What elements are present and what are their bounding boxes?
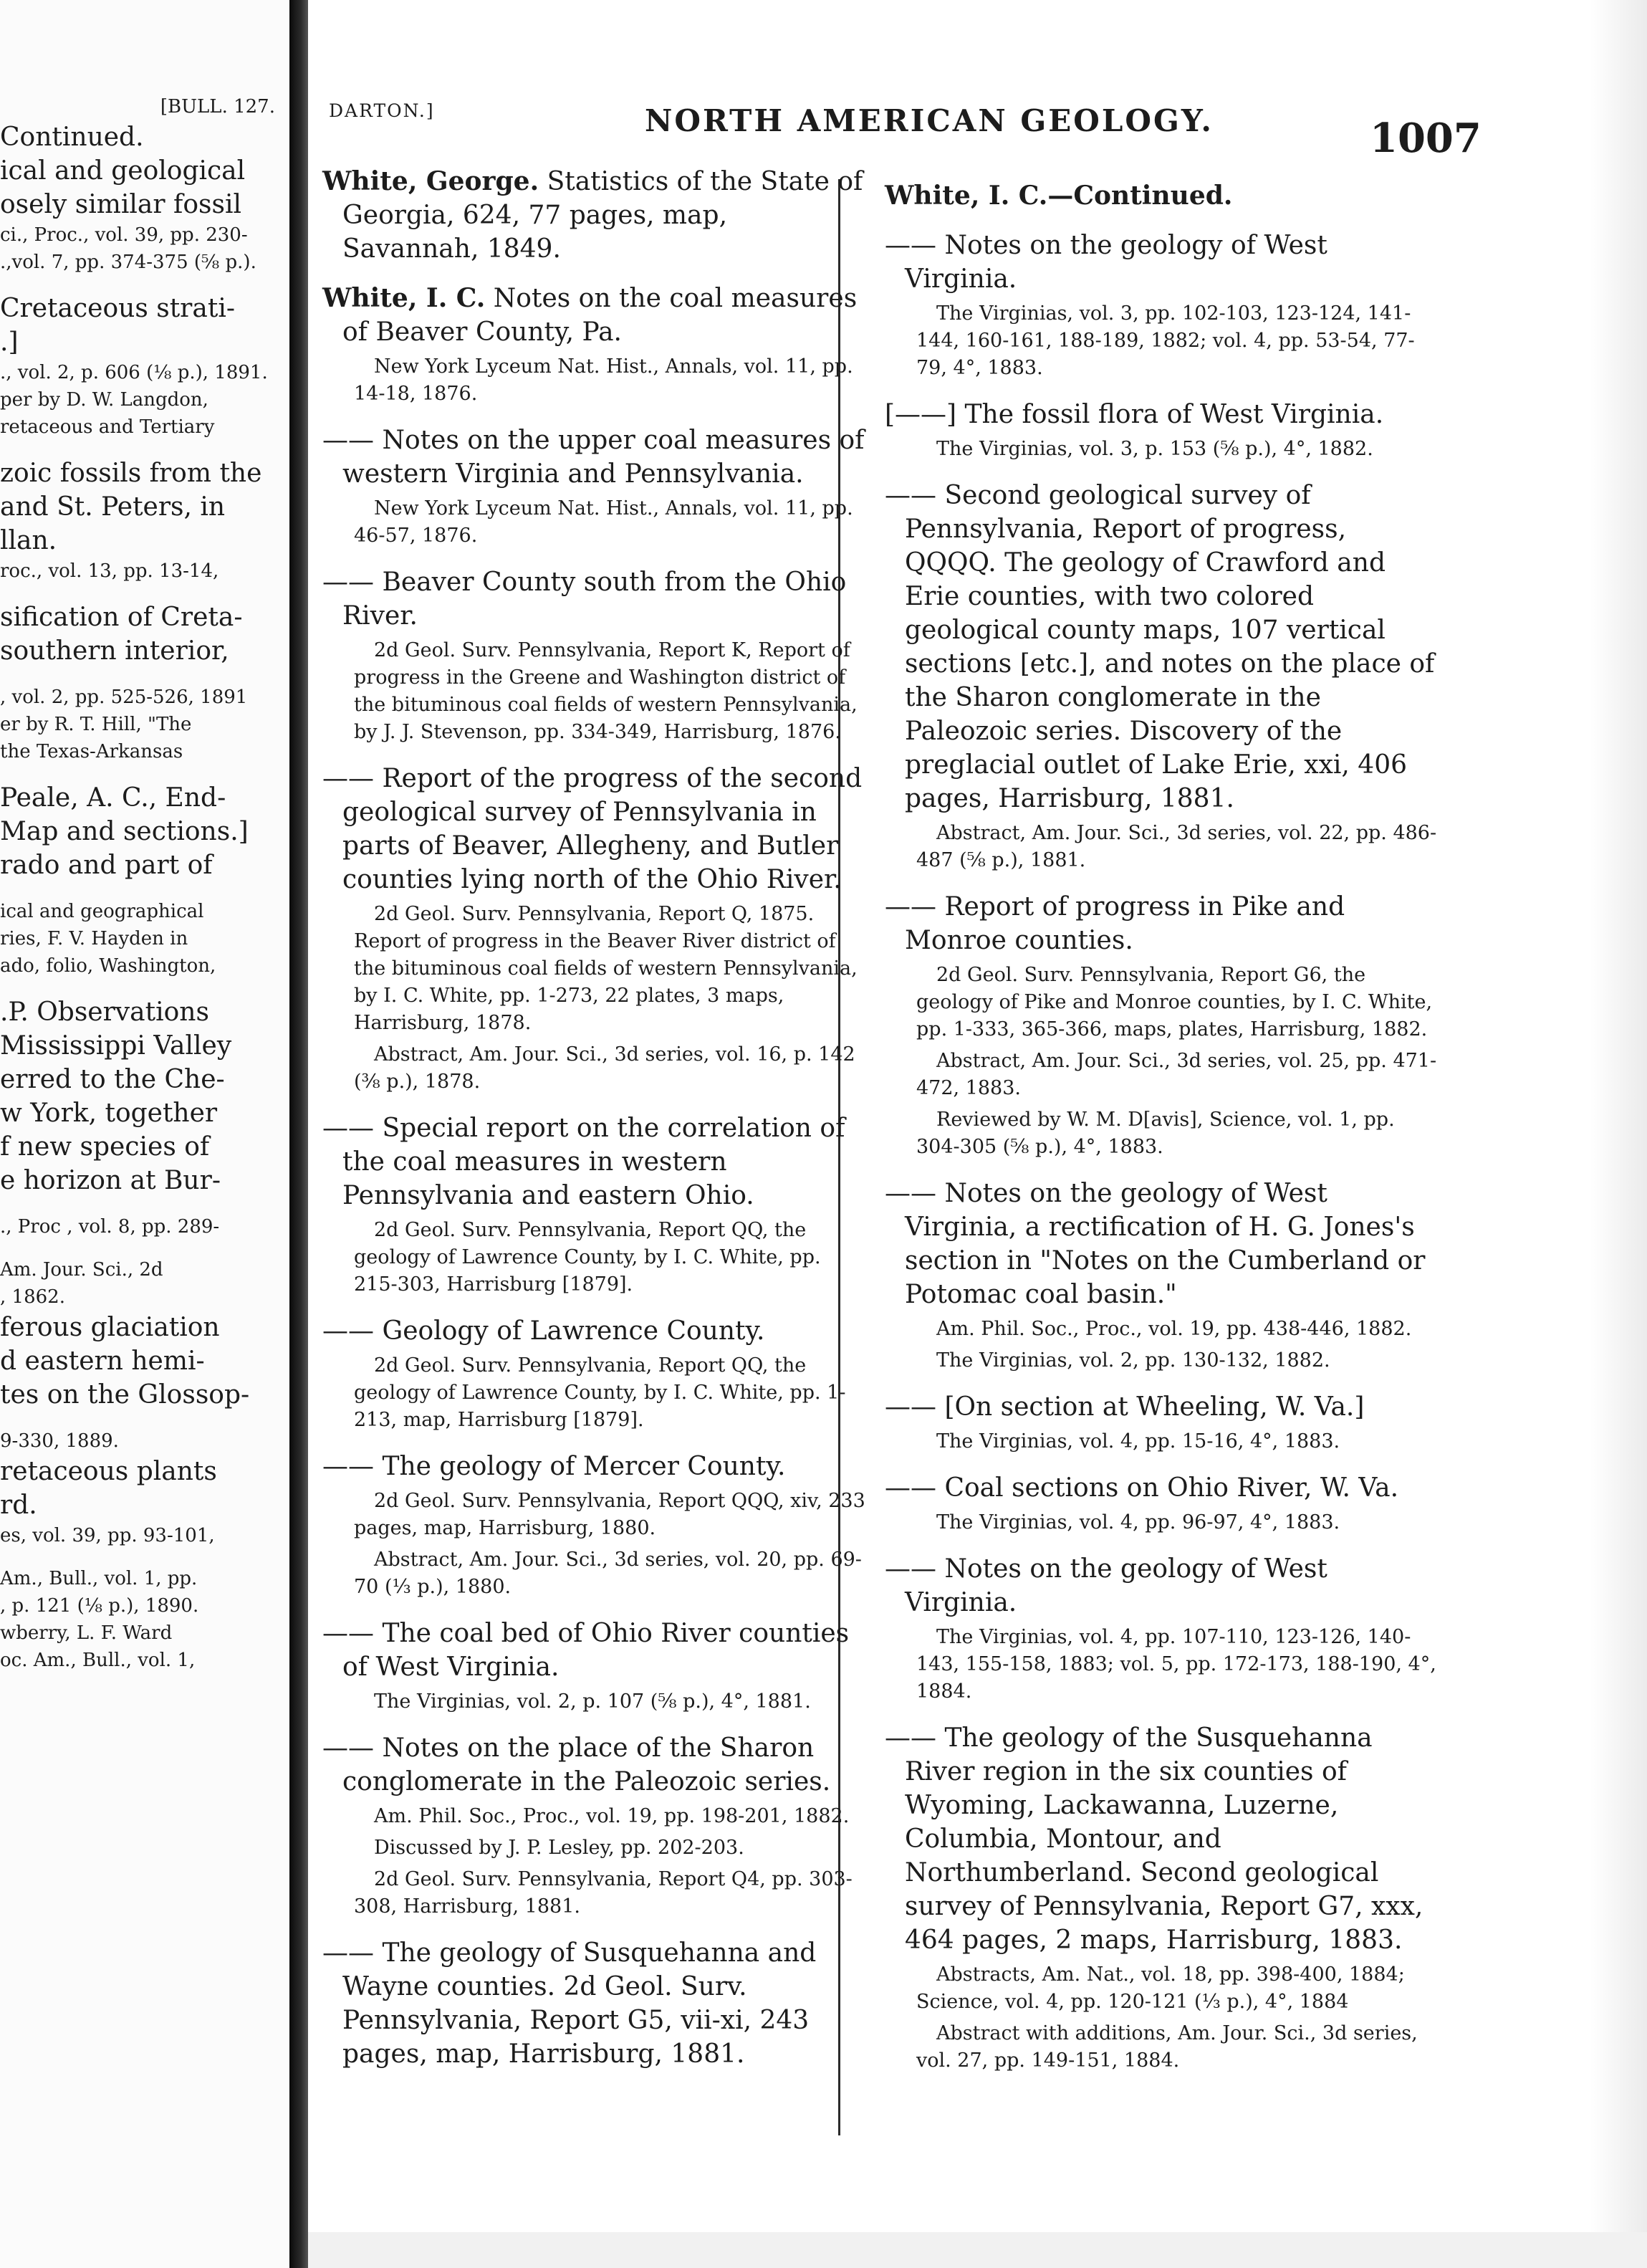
entry-title-text: Notes on the upper coal measures of western Virginia and Pennsylvania. <box>342 426 865 489</box>
spacer <box>0 1197 289 1213</box>
entry-citation: 2d Geol. Surv. Pennsylvania, Report QQQ, xiv, 233 pages, map, Harrisburg, 1880. <box>354 1490 865 1539</box>
entry-citation: The Virginias, vol. 3, pp. 102-103, 123-124, 141-144, 160-161, 188-189, 1882; vol. 4, pp. 53-54, 77-79, 4°, 1883. <box>916 302 1415 379</box>
facing-page-line: zoic fossils from the <box>0 459 262 488</box>
facing-page-line: ado, folio, Washington, <box>0 955 216 977</box>
entry-author: —— <box>322 1619 374 1648</box>
bibliography-column-left <box>322 165 867 2087</box>
facing-page-line: [BULL. 127. <box>160 96 275 118</box>
entry-citation: 2d Geol. Surv. Pennsylvania, Report G6, the geology of Pike and Monroe counties, by I. C. White, pp. 1-333, 365-366, maps, plates, Harrisburg, 1882. <box>916 964 1433 1040</box>
facing-page-line: llan. <box>0 526 57 555</box>
entry-title <box>322 1314 867 1348</box>
facing-page-line: ., vol. 2, p. 606 (⅛ p.), 1891. <box>0 362 268 383</box>
entry-title-text: The geology of Mercer County. <box>382 1452 786 1481</box>
entry-citation: 2d Geol. Surv. Pennsylvania, Report QQ, the geology of Lawrence County, by I. C. White, pp. 215-303, Harrisburg [1879]. <box>354 1219 821 1296</box>
entry-title <box>885 1471 1440 1505</box>
entry-title <box>885 229 1440 296</box>
entry-author: —— <box>885 231 936 260</box>
spacer <box>0 1549 289 1565</box>
spacer <box>0 1412 289 1427</box>
bibliography-entry <box>885 1471 1440 1536</box>
entry-citation: New York Lyceum Nat. Hist., Annals, vol. 11, pp. 46-57, 1876. <box>354 497 853 547</box>
bottom-page-edge <box>308 2232 1647 2268</box>
spacer <box>0 276 289 292</box>
entry-author: —— <box>322 1938 374 1968</box>
page-edge-shade <box>1590 0 1647 2268</box>
entry-title-text: Notes on the geology of West Virginia. <box>905 231 1327 294</box>
entry-author: White, I. C.—Continued. <box>885 181 1233 211</box>
facing-page-line: wberry, L. F. Ward <box>0 1622 173 1644</box>
entry-citation: 2d Geol. Surv. Pennsylvania, Report Q4, pp. 303-308, Harrisburg, 1881. <box>354 1868 853 1918</box>
bibliography-entry <box>885 1721 1440 2075</box>
facing-page-line: es, vol. 39, pp. 93-101, <box>0 1525 215 1546</box>
entry-title <box>885 1552 1440 1619</box>
spacer <box>0 585 289 601</box>
running-head-left: DARTON.] <box>329 100 435 121</box>
facing-page-line: Map and sections.] <box>0 817 249 846</box>
entry-title-text: The coal bed of Ohio River counties of West Virginia. <box>342 1619 850 1682</box>
entry-title <box>885 479 1440 815</box>
facing-page-line: and St. Peters, in <box>0 492 226 522</box>
entry-citation: Abstract, Am. Jour. Sci., 3d series, vol. 16, p. 142 (⅜ p.), 1878. <box>354 1043 855 1093</box>
entry-citation: 2d Geol. Surv. Pennsylvania, Report QQ, the geology of Lawrence County, by I. C. White, pp. 1-213, map, Harrisburg [1879]. <box>354 1354 846 1431</box>
facing-page-line: ical and geographical <box>0 901 204 922</box>
entry-citation: The Virginias, vol. 3, p. 153 (⅝ p.), 4°, 1882. <box>936 438 1373 460</box>
facing-page-line: , 1862. <box>0 1286 65 1308</box>
entry-title <box>322 165 867 266</box>
bibliography-entry <box>885 398 1440 463</box>
bibliography-entry <box>885 479 1440 874</box>
entry-citation: The Virginias, vol. 2, pp. 130-132, 1882. <box>936 1349 1330 1372</box>
entry-author: —— <box>322 568 374 597</box>
facing-page-line: e horizon at Bur- <box>0 1166 221 1195</box>
entry-citation: Abstracts, Am. Nat., vol. 18, pp. 398-400, 1884; Science, vol. 4, pp. 120-121 (⅓ p.), 4°, 1884 <box>916 1963 1405 2013</box>
facing-page-line: erred to the Che- <box>0 1065 225 1094</box>
entry-citation: The Virginias, vol. 4, pp. 15-16, 4°, 1883. <box>936 1430 1340 1453</box>
entry-author: [——] <box>885 400 957 429</box>
entry-title <box>322 565 867 633</box>
entry-title <box>322 1450 867 1483</box>
entry-author: —— <box>885 892 936 922</box>
entry-author: —— <box>885 1473 936 1503</box>
entry-citation: Abstract, Am. Jour. Sci., 3d series, vol. 22, pp. 486-487 (⅝ p.), 1881. <box>916 822 1437 871</box>
bibliography-entry <box>322 1450 867 1601</box>
entry-author: —— <box>885 1392 936 1422</box>
entry-title-text: Notes on the geology of West Virginia, a rectification of H. G. Jones's section in "Notes on the Cumberland or Potomac coal basin." <box>905 1179 1426 1309</box>
facing-page-line: .] <box>0 327 19 357</box>
bibliography-entry <box>322 1111 867 1298</box>
bibliography-column-right <box>885 179 1440 2090</box>
facing-page-line: , vol. 2, pp. 525-526, 1891 <box>0 686 248 708</box>
bibliography-entry <box>885 1390 1440 1455</box>
entry-title <box>322 424 867 491</box>
facing-page-line: d eastern hemi- <box>0 1346 205 1376</box>
entry-title-text: Geology of Lawrence County. <box>382 1316 765 1346</box>
entry-author: —— <box>322 426 374 455</box>
spacer <box>0 980 289 995</box>
bibliography-entry <box>885 229 1440 382</box>
bibliography-entry <box>322 762 867 1096</box>
bibliography-entry <box>322 1617 867 1716</box>
entry-title-text: Notes on the place of the Sharon conglomerate in the Paleozoic series. <box>342 1733 831 1796</box>
entry-title <box>885 1390 1440 1424</box>
facing-page-line: , p. 121 (⅛ p.), 1890. <box>0 1595 199 1617</box>
entry-title-text: Special report on the correlation of the coal measures in western Pennsylvania and eastern Ohio. <box>342 1114 845 1210</box>
entry-title <box>322 1731 867 1799</box>
spacer <box>0 441 289 456</box>
facing-page-line: rd. <box>0 1491 37 1520</box>
entry-title-text: Report of the progress of the second geological survey of Pennsylvania in parts of Beaver, Allegheny, and Butler counties lying north of the Ohio River. <box>342 764 863 894</box>
facing-page-line: Mississippi Valley <box>0 1031 232 1061</box>
entry-title <box>322 1617 867 1684</box>
bibliography-entry <box>322 1731 867 1920</box>
entry-title-text: Notes on the coal measures of Beaver County, Pa. <box>342 284 858 347</box>
facing-page-text <box>0 93 289 1674</box>
entry-title-text: Statistics of the State of Georgia, 624, 77 pages, map, Savannah, 1849. <box>342 167 863 264</box>
entry-author: —— <box>322 1316 374 1346</box>
entry-author: —— <box>885 1723 936 1753</box>
facing-page-line: retaceous plants <box>0 1457 217 1486</box>
facing-page-line: 9-330, 1889. <box>0 1430 119 1452</box>
facing-page-line: the Texas-Arkansas <box>0 741 183 762</box>
facing-page-line: per by D. W. Langdon, <box>0 389 208 411</box>
entry-title <box>885 890 1440 957</box>
facing-page-line: sification of Creta- <box>0 603 243 632</box>
entry-citation: Abstract, Am. Jour. Sci., 3d series, vol. 20, pp. 69-70 (⅓ p.), 1880. <box>354 1549 862 1598</box>
entry-title <box>322 282 867 349</box>
entry-author: —— <box>885 481 936 510</box>
entry-author: —— <box>322 764 374 793</box>
entry-citation: Abstract, Am. Jour. Sci., 3d series, vol. 25, pp. 471-472, 1883. <box>916 1050 1437 1099</box>
entry-title <box>322 1936 867 2071</box>
entry-citation: Am. Phil. Soc., Proc., vol. 19, pp. 438-446, 1882. <box>936 1318 1412 1340</box>
spacer <box>0 765 289 781</box>
facing-page-line: f new species of <box>0 1132 210 1162</box>
page-title: NORTH AMERICAN GEOLOGY. <box>645 103 1214 138</box>
entry-author: —— <box>885 1554 936 1584</box>
entry-citation: The Virginias, vol. 2, p. 107 (⅝ p.), 4°, 1881. <box>374 1690 811 1713</box>
facing-page-line: ci., Proc., vol. 39, pp. 230- <box>0 224 248 246</box>
facing-page-line: roc., vol. 13, pp. 13-14, <box>0 560 219 582</box>
entry-title-text: The geology of the Susquehanna River region in the six counties of Wyoming, Lackawanna, Luzerne, Columbia, Montour, and Northumberland. Second geological survey of Pennsylvania, Report G7, xxx, 464 pages, 2 maps, Harrisburg, 1883. <box>905 1723 1423 1955</box>
entry-title-text: The geology of Susquehanna and Wayne counties. 2d Geol. Surv. Pennsylvania, Report G5, vii-xi, 243 pages, map, Harrisburg, 1881. <box>342 1938 817 2069</box>
facing-page-line: osely similar fossil <box>0 190 241 219</box>
facing-page-line: ical and geological <box>0 156 246 186</box>
entry-author: White, George. <box>322 166 539 196</box>
entry-citation: 2d Geol. Surv. Pennsylvania, Report Q, 1875. Report of progress in the Beaver River district of the bituminous coal fields of western Pennsylvania, by I. C. White, pp. 1-273, 22 plates, 3 maps, Harrisburg, 1878. <box>354 903 858 1034</box>
entry-title <box>885 179 1440 213</box>
facing-page-line: Continued. <box>0 123 144 152</box>
entry-title <box>885 1177 1440 1311</box>
entry-author: —— <box>322 1733 374 1763</box>
entry-author: —— <box>885 1179 936 1208</box>
facing-page-line: .,vol. 7, pp. 374-375 (⅝ p.). <box>0 252 256 273</box>
facing-page-line: ries, F. V. Hayden in <box>0 928 188 949</box>
facing-page-line: er by R. T. Hill, "The <box>0 714 192 735</box>
facing-page-line: ferous glaciation <box>0 1313 220 1342</box>
facing-page-line: retaceous and Tertiary <box>0 416 215 438</box>
entry-title-text: The fossil flora of West Virginia. <box>964 400 1384 429</box>
entry-citation: Abstract with additions, Am. Jour. Sci., 3d series, vol. 27, pp. 149-151, 1884. <box>916 2022 1418 2072</box>
bibliography-entry <box>322 565 867 746</box>
entry-title-text: [On section at Wheeling, W. Va.] <box>944 1392 1365 1422</box>
bibliography-entry <box>885 890 1440 1161</box>
entry-citation: New York Lyceum Nat. Hist., Annals, vol. 11, pp. 14-18, 1876. <box>354 355 853 405</box>
facing-page-line: Peale, A. C., End- <box>0 783 226 813</box>
facing-page-line: rado and part of <box>0 851 213 880</box>
entry-title-text: Notes on the geology of West Virginia. <box>905 1554 1327 1617</box>
bibliography-entry <box>322 1314 867 1434</box>
entry-citation: The Virginias, vol. 4, pp. 96-97, 4°, 1883. <box>936 1511 1340 1533</box>
entry-citation: Reviewed by W. M. D[avis], Science, vol. 1, pp. 304-305 (⅝ p.), 4°, 1883. <box>916 1109 1395 1158</box>
bibliography-entry <box>322 282 867 408</box>
bibliography-entry <box>885 179 1440 213</box>
facing-page-line: .P. Observations <box>0 997 209 1027</box>
bibliography-entry <box>885 1177 1440 1374</box>
facing-page-line: Cretaceous strati- <box>0 294 235 323</box>
facing-page-line: w York, together <box>0 1099 218 1128</box>
facing-page-line: Am. Jour. Sci., 2d <box>0 1259 163 1281</box>
bibliography-entry <box>322 424 867 550</box>
entry-title <box>885 398 1440 431</box>
spacer <box>0 882 289 898</box>
facing-page-line: Am., Bull., vol. 1, pp. <box>0 1568 198 1589</box>
entry-title-text: Second geological survey of Pennsylvania, Report of progress, QQQQ. The geology of Crawford and Erie counties, with two colored geological county maps, 107 vertical sections [etc.], and notes on the place of the Sharon conglomerate in the Paleozoic series. Discovery of the preglacial outlet of Lake Erie, xxi, 406 pages, Harrisburg, 1881. <box>905 481 1435 813</box>
facing-page-line: oc. Am., Bull., vol. 1, <box>0 1650 196 1671</box>
entry-author: —— <box>322 1114 374 1143</box>
page-number: 1007 <box>1370 115 1482 162</box>
entry-author: —— <box>322 1452 374 1481</box>
entry-citation: 2d Geol. Surv. Pennsylvania, Report K, Report of progress in the Greene and Washington district of the bituminous coal fields of western Pennsylvania, by J. J. Stevenson, pp. 334-349, Harrisburg, 1876. <box>354 639 858 743</box>
bibliography-entry <box>885 1552 1440 1705</box>
entry-title <box>885 1721 1440 1957</box>
entry-citation: The Virginias, vol. 4, pp. 107-110, 123-126, 140-143, 155-158, 1883; vol. 5, pp. 172-173, 188-190, 4°, 1884. <box>916 1626 1436 1703</box>
facing-page-fragment <box>0 0 289 2268</box>
entry-title-text: Report of progress in Pike and Monroe counties. <box>905 892 1345 955</box>
spacer <box>0 668 289 684</box>
facing-page-line: tes on the Glossop- <box>0 1380 250 1410</box>
facing-page-line: southern interior, <box>0 636 229 666</box>
spacer <box>0 1240 289 1256</box>
bibliography-entry <box>322 1936 867 2071</box>
book-gutter <box>289 0 308 2268</box>
entry-citation: Discussed by J. P. Lesley, pp. 202-203. <box>374 1837 744 1859</box>
bibliography-entry <box>322 165 867 266</box>
entry-title <box>322 762 867 896</box>
entry-title <box>322 1111 867 1212</box>
facing-page-line: ., Proc , vol. 8, pp. 289- <box>0 1216 220 1238</box>
entry-title-text: Beaver County south from the Ohio River. <box>342 568 847 631</box>
entry-author: White, I. C. <box>322 283 486 313</box>
entry-title-text: Coal sections on Ohio River, W. Va. <box>944 1473 1399 1503</box>
entry-citation: Am. Phil. Soc., Proc., vol. 19, pp. 198-201, 1882. <box>374 1805 850 1827</box>
